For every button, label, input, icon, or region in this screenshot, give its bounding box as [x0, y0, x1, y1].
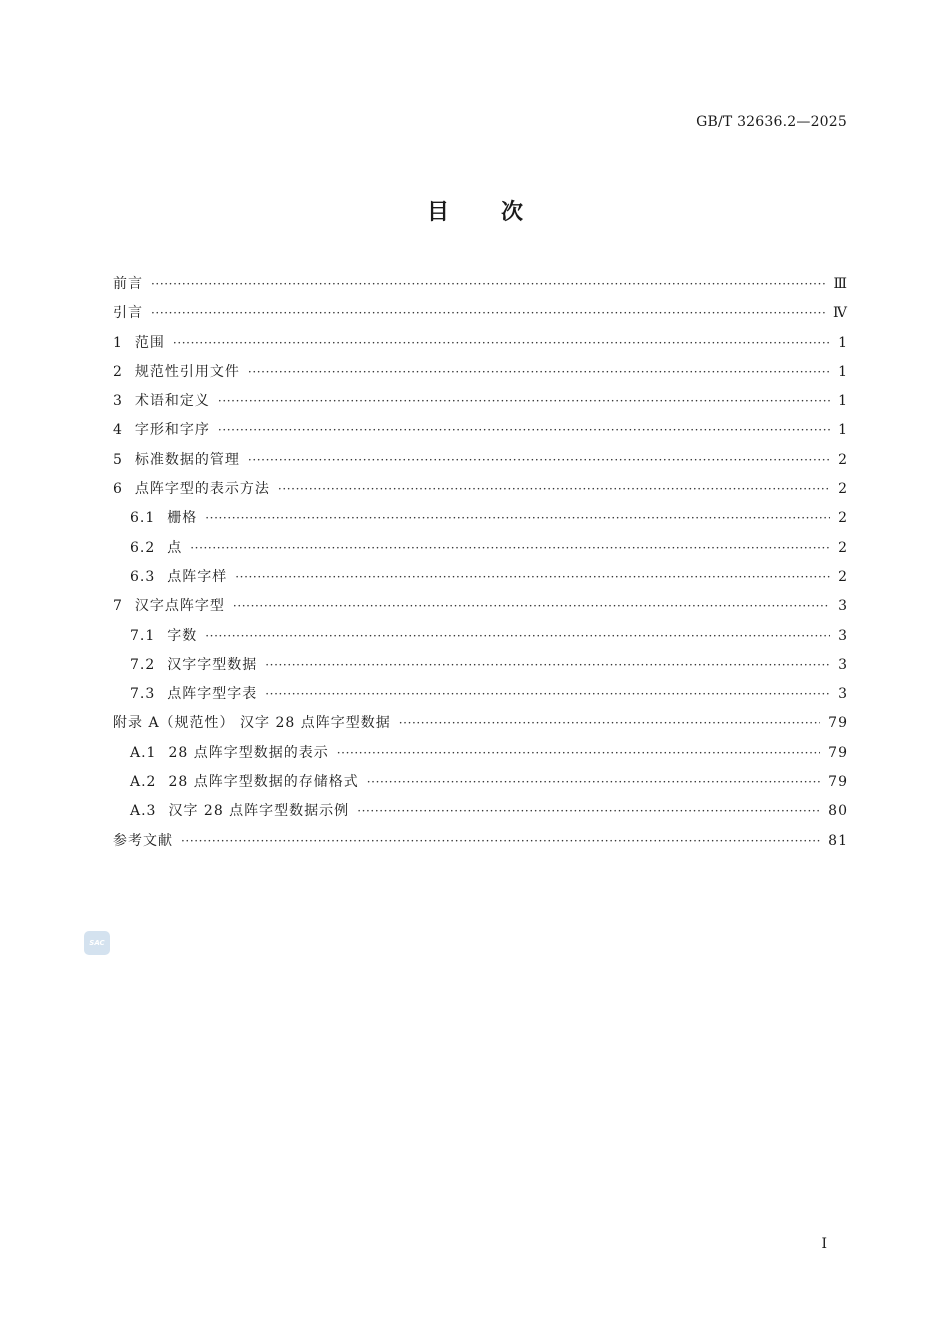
toc-entry-number: A.2 — [130, 774, 157, 791]
toc-entry-number: 1 — [113, 334, 123, 351]
toc-entry[interactable] — [113, 475, 848, 504]
toc-entry[interactable] — [113, 651, 848, 680]
toc-entry-page: 3 — [838, 656, 848, 673]
toc-entry-number: A.3 — [130, 803, 157, 820]
toc-entry-number: 5 — [113, 451, 123, 468]
toc-entry-number: 7.3 — [130, 686, 156, 703]
toc-entry[interactable] — [113, 358, 848, 387]
toc-entry-number: 3 — [113, 393, 123, 410]
toc-entry[interactable] — [113, 270, 848, 299]
toc-entry[interactable] — [113, 768, 848, 797]
toc-entry[interactable] — [113, 709, 848, 738]
dot-leader — [399, 709, 820, 738]
toc-entry-page: 79 — [828, 715, 848, 732]
toc-entry-page: 79 — [828, 774, 848, 791]
toc-entry-page: Ⅳ — [833, 305, 848, 322]
toc-entry-page: 2 — [838, 539, 848, 556]
toc-entry-page: 2 — [838, 481, 848, 498]
toc-entry-label: 标准数据的管理 — [134, 451, 240, 468]
toc-entry-label: 术语和定义 — [134, 393, 210, 410]
toc-entry-page: 2 — [838, 510, 848, 527]
toc-entry[interactable] — [113, 797, 848, 826]
toc-entry-number: 2 — [113, 363, 123, 380]
dot-leader — [265, 651, 830, 680]
toc-title-right: 次 — [501, 200, 524, 225]
table-of-contents — [113, 270, 848, 856]
toc-entry-page: 2 — [838, 451, 848, 468]
dot-leader — [233, 592, 830, 621]
toc-entry-number: 4 — [113, 422, 123, 439]
toc-entry-page: 1 — [838, 393, 848, 410]
dot-leader — [278, 475, 830, 504]
toc-entry-number: 6.2 — [130, 539, 156, 556]
dot-leader — [173, 329, 830, 358]
sac-logo-icon — [84, 931, 110, 955]
toc-entry[interactable] — [113, 592, 848, 621]
toc-entry-page: 3 — [838, 598, 848, 615]
toc-entry-label: 前言 — [113, 276, 143, 292]
dot-leader — [248, 446, 830, 475]
toc-entry-page: 79 — [828, 744, 848, 761]
toc-entry-label: 点阵字型的表示方法 — [134, 481, 270, 498]
toc-entry-page: 1 — [838, 334, 848, 351]
toc-title-left: 目 — [426, 200, 449, 225]
toc-entry[interactable] — [113, 827, 848, 856]
watermark-text: SAC — [89, 939, 105, 947]
toc-entry-number: 6.3 — [130, 568, 156, 585]
dot-leader — [190, 534, 830, 563]
toc-entry-number: 7.2 — [130, 656, 156, 673]
toc-entry-number: 7 — [113, 598, 123, 615]
toc-entry-label: 点 — [167, 539, 183, 556]
toc-entry-label: 栅格 — [167, 510, 198, 527]
toc-entry-label: 汉字点阵字型 — [134, 598, 225, 615]
toc-entry-label: 字数 — [167, 627, 198, 644]
toc-entry-label: 参考文献 — [113, 832, 173, 849]
toc-entry[interactable] — [113, 622, 848, 651]
toc-entry[interactable] — [113, 387, 848, 416]
dot-leader — [248, 358, 830, 387]
toc-entry[interactable] — [113, 446, 848, 475]
toc-entry-label: 汉字字型数据 — [167, 656, 258, 673]
standard-code: GB/T 32636.2—2025 — [696, 114, 847, 130]
dot-leader — [205, 622, 830, 651]
dot-leader — [218, 416, 830, 445]
toc-entry[interactable] — [113, 329, 848, 358]
toc-entry-label: 附录 A（规范性） 汉字 28 点阵字型数据 — [113, 715, 391, 732]
dot-leader — [205, 504, 830, 533]
toc-entry[interactable] — [113, 739, 848, 768]
toc-entry[interactable] — [113, 299, 848, 328]
toc-entry-number: 6 — [113, 481, 123, 498]
toc-entry-label: 28 点阵字型数据的存储格式 — [168, 774, 359, 791]
toc-entry[interactable] — [113, 504, 848, 533]
toc-entry-label: 规范性引用文件 — [134, 363, 240, 380]
toc-title — [0, 195, 950, 226]
toc-entry-number: 7.1 — [130, 627, 156, 644]
toc-entry-page: Ⅲ — [833, 276, 848, 292]
toc-entry-page: 81 — [828, 832, 848, 849]
page-number: I — [821, 1236, 827, 1252]
toc-entry[interactable] — [113, 534, 848, 563]
toc-entry-label: 点阵字样 — [167, 568, 228, 585]
dot-leader — [218, 387, 830, 416]
toc-entry-page: 1 — [838, 363, 848, 380]
dot-leader — [151, 270, 825, 299]
toc-entry-page: 3 — [838, 627, 848, 644]
dot-leader — [235, 563, 830, 592]
toc-entry-label: 28 点阵字型数据的表示 — [168, 744, 329, 761]
toc-entry-label: 点阵字型字表 — [167, 686, 258, 703]
toc-entry[interactable] — [113, 416, 848, 445]
toc-entry-label: 引言 — [113, 305, 143, 322]
toc-entry-label: 范围 — [134, 334, 165, 351]
toc-entry-page: 1 — [838, 422, 848, 439]
dot-leader — [265, 680, 830, 709]
dot-leader — [181, 827, 820, 856]
toc-entry-number: 6.1 — [130, 510, 156, 527]
toc-entry-page: 3 — [838, 686, 848, 703]
toc-entry-page: 2 — [838, 568, 848, 585]
toc-entry-number: A.1 — [130, 744, 157, 761]
dot-leader — [337, 739, 820, 768]
toc-entry[interactable] — [113, 563, 848, 592]
dot-leader — [151, 299, 825, 328]
toc-entry-label: 字形和字序 — [134, 422, 210, 439]
toc-entry[interactable] — [113, 680, 848, 709]
dot-leader — [357, 797, 820, 826]
toc-entry-label: 汉字 28 点阵字型数据示例 — [168, 803, 350, 820]
toc-entry-page: 80 — [828, 803, 848, 820]
dot-leader — [367, 768, 820, 797]
